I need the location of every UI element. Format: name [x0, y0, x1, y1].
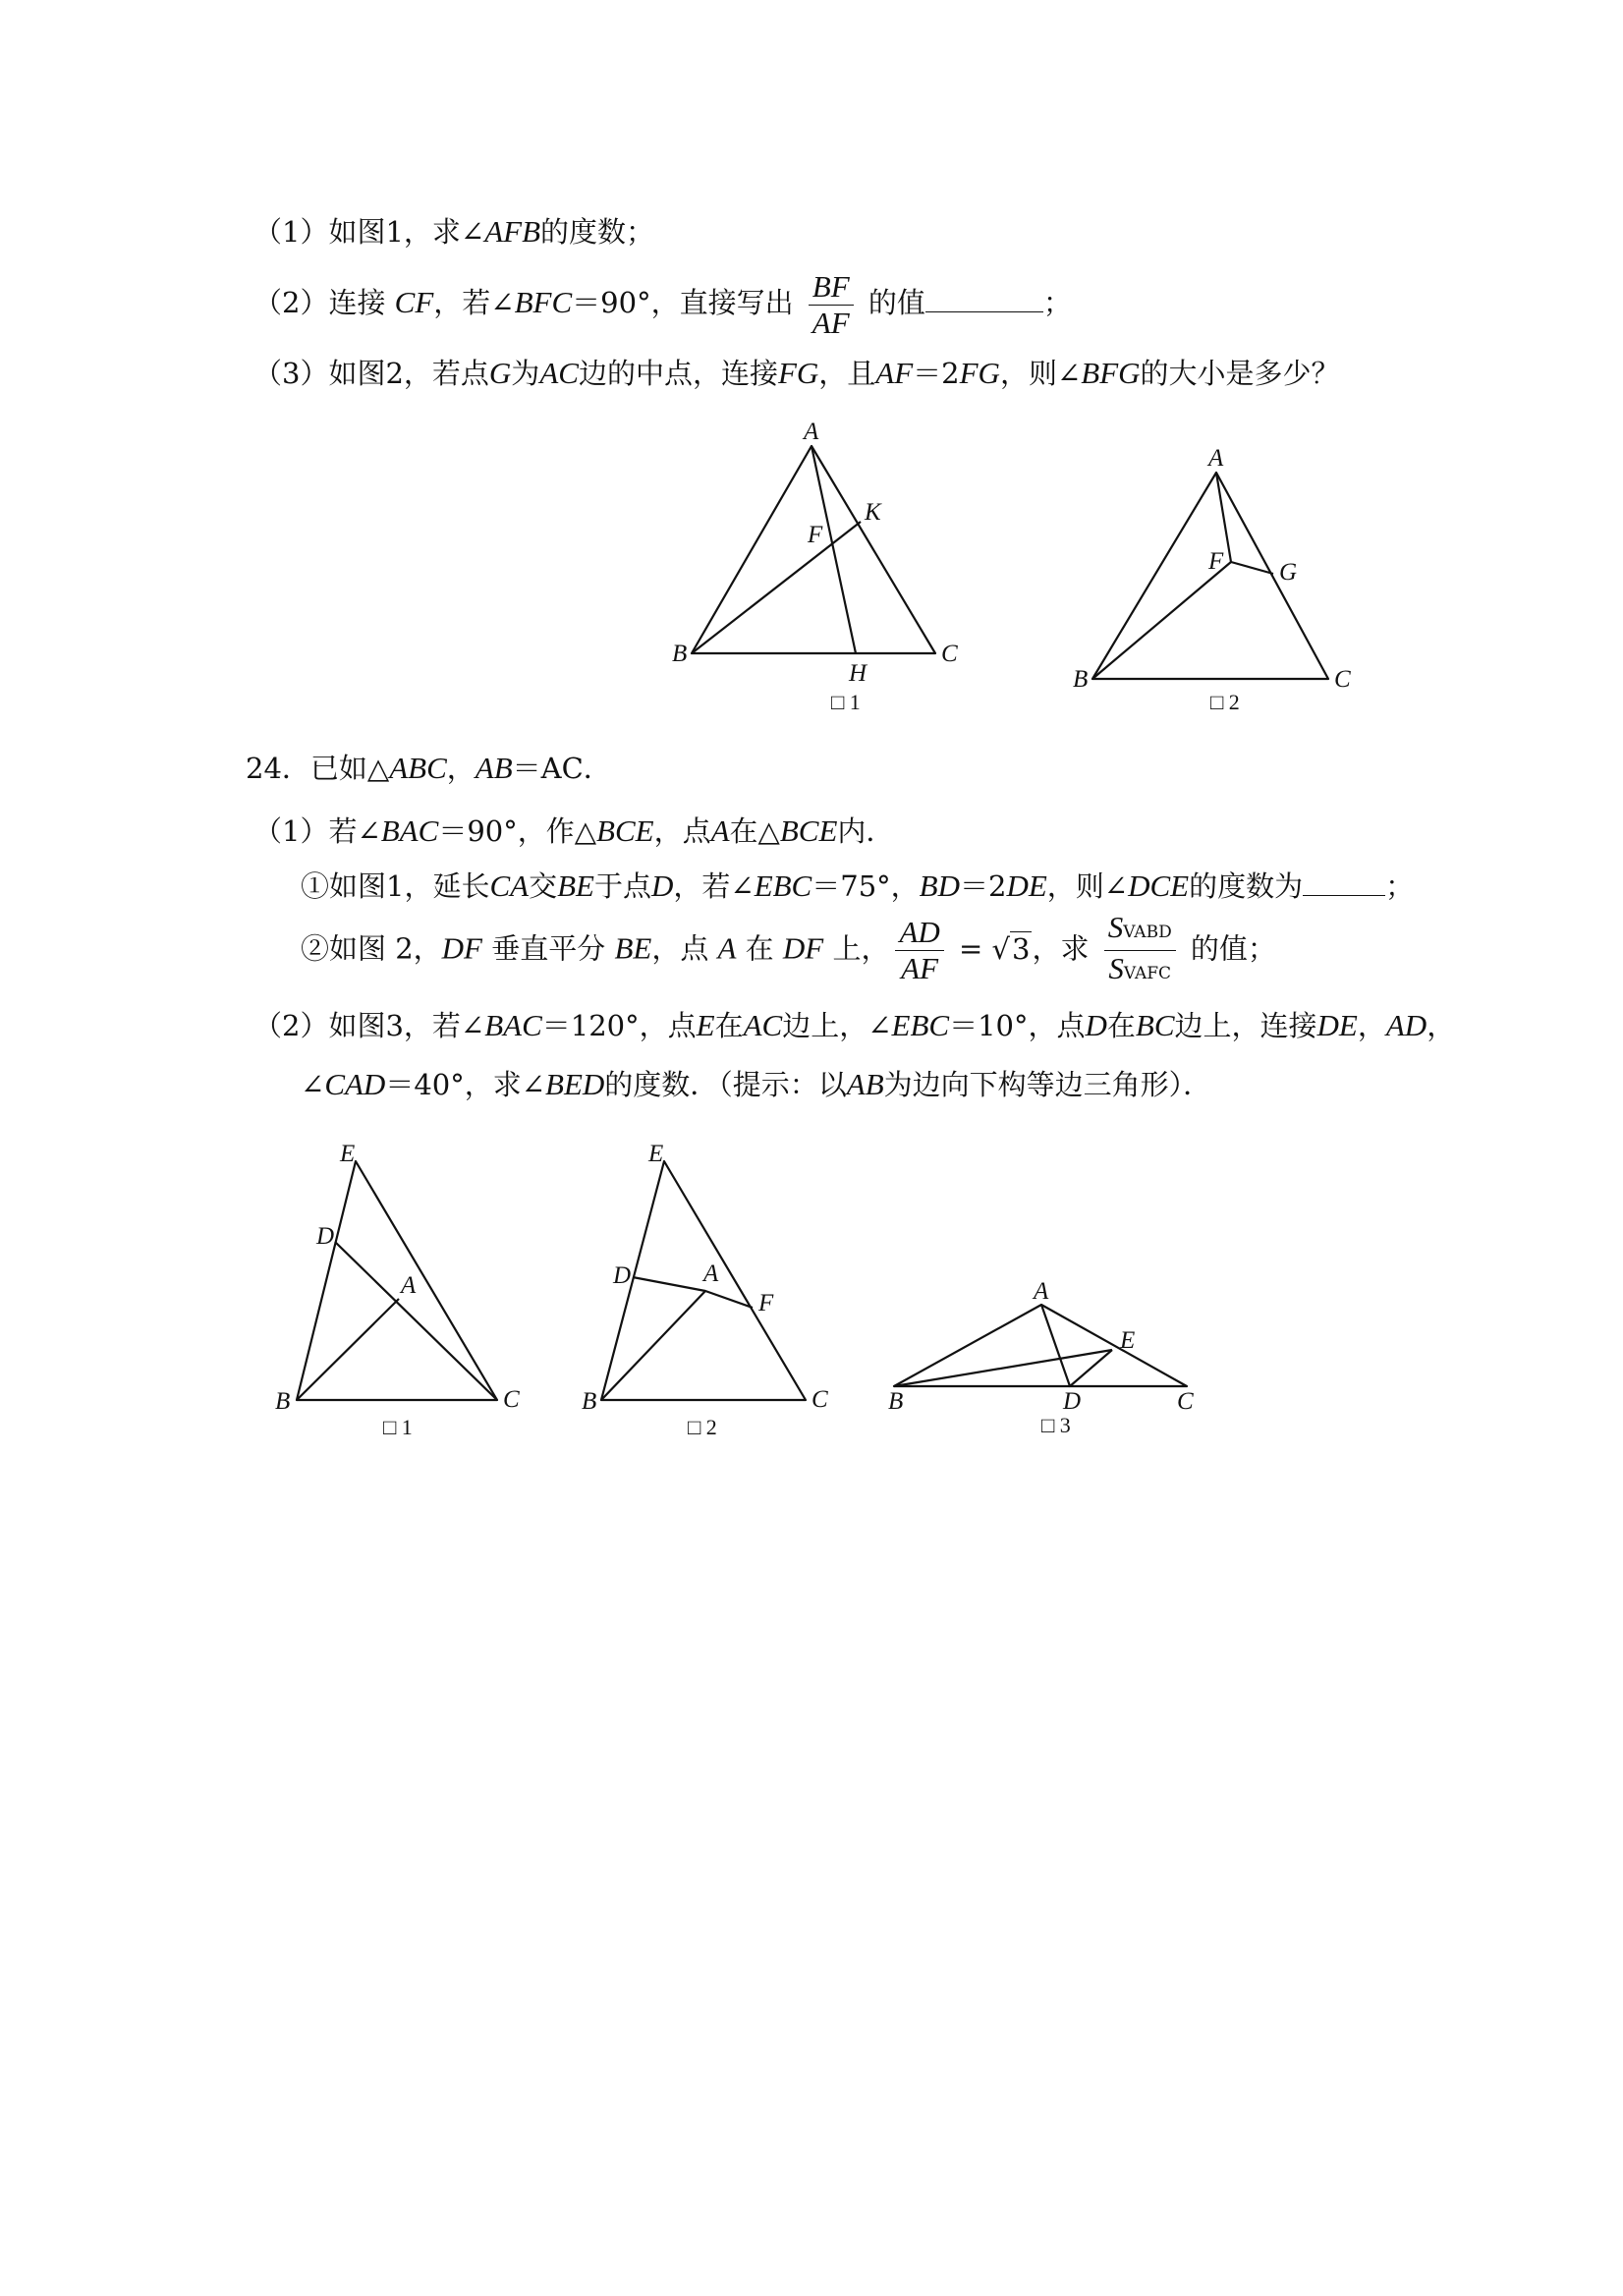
fraction-numerator: BF: [809, 269, 854, 306]
label-c: C: [941, 641, 958, 667]
text: ，求: [1032, 931, 1098, 966]
math-var: EBC: [754, 868, 812, 903]
fraction-numerator: AD: [895, 915, 943, 951]
p24-sub1: [301, 867, 1414, 906]
figure-caption: □ 1: [383, 1415, 413, 1439]
text: 在: [736, 931, 783, 966]
math-var: CA: [489, 868, 530, 903]
p24-figure-2: [570, 1140, 845, 1454]
p24-part1: [253, 812, 894, 851]
math-var: DE: [1006, 868, 1047, 903]
text: （2）连接: [253, 286, 395, 319]
p24-part2-continued: [301, 1065, 1211, 1104]
text: ＝2: [959, 869, 1007, 903]
text: ＝10°，点: [949, 1009, 1086, 1042]
text: ，若∠: [433, 286, 515, 319]
label-e: E: [1120, 1327, 1136, 1354]
math-var: FG: [777, 356, 819, 390]
radicand: 3: [1012, 931, 1031, 966]
math-var: G: [488, 356, 512, 390]
label-h: H: [849, 660, 867, 687]
text: 边上，∠: [782, 1009, 892, 1042]
text: （3）如图2，若点: [253, 357, 489, 390]
text: 的度数；: [540, 215, 655, 249]
text: ，: [1427, 1009, 1456, 1042]
math-var: DCE: [1128, 868, 1190, 903]
label-b: B: [1073, 666, 1089, 693]
math-var: DF: [441, 930, 482, 966]
math-var: BD: [919, 868, 960, 903]
label-b: B: [582, 1388, 597, 1415]
text: 为: [511, 357, 540, 390]
label-a: A: [1034, 1278, 1049, 1305]
area-subscript: VAFC: [1123, 964, 1172, 983]
sqrt-3: √3: [991, 931, 1031, 966]
math-var: AFB: [484, 214, 541, 249]
label-b: B: [275, 1388, 291, 1415]
math-var: AB: [846, 1067, 884, 1101]
text: ，则∠: [999, 357, 1082, 390]
fraction-area-ratio: [1104, 910, 1176, 991]
label-b: B: [672, 641, 688, 667]
math-var: D: [1085, 1008, 1107, 1042]
segments-ad-de: [1041, 1305, 1112, 1386]
label-a: A: [703, 1260, 719, 1287]
fraction-numerator: [1104, 910, 1176, 951]
math-var: DE: [1316, 1008, 1358, 1042]
p24-part2: [253, 1006, 1455, 1045]
text: 边上，连接: [1174, 1009, 1317, 1042]
label-a: A: [1208, 445, 1224, 472]
math-var: BAC: [484, 1008, 542, 1042]
p24-figure-3: [874, 1267, 1208, 1444]
label-f: F: [758, 1290, 774, 1316]
label-g: G: [1279, 559, 1298, 586]
text: 交: [529, 869, 558, 903]
text: 上，: [823, 931, 890, 966]
figure-caption: □ 2: [688, 1415, 717, 1439]
text: ，则∠: [1046, 869, 1129, 903]
text: ，点: [651, 931, 718, 966]
text: 在: [714, 1009, 744, 1042]
triangle-abc: [894, 1305, 1187, 1386]
text: 为边向下构等边三角形）．: [883, 1068, 1212, 1101]
label-f: F: [1208, 548, 1224, 575]
text: 边的中点，连接: [578, 357, 778, 390]
text: ①如图1，延长: [301, 869, 490, 903]
text: ，且: [818, 357, 876, 390]
math-var: AD: [1385, 1008, 1427, 1042]
math-var: BC: [1135, 1008, 1175, 1042]
text: （1）如图1，求∠: [253, 215, 485, 249]
math-var: E: [696, 1008, 715, 1042]
text: 的度数为: [1189, 869, 1304, 903]
text: ，若∠: [673, 869, 755, 903]
math-var: A: [717, 930, 737, 966]
math-var: CF: [394, 285, 434, 319]
text: ；: [1042, 286, 1072, 319]
text: ∠: [301, 1068, 325, 1101]
p23-part1: [253, 212, 654, 252]
triangle-abc: [692, 446, 935, 653]
text: 在: [1106, 1009, 1136, 1042]
label-d: D: [1063, 1388, 1082, 1415]
segment-ba: [601, 1291, 705, 1400]
segment-ah: [812, 446, 856, 653]
math-var: ABC: [389, 751, 447, 785]
segment-dc: [335, 1242, 497, 1400]
text: ；: [1385, 869, 1415, 903]
math-var: AB: [475, 751, 513, 785]
label-k: K: [865, 499, 881, 526]
math-var: CAD: [324, 1067, 386, 1101]
area-symbol: S: [1107, 910, 1124, 944]
p24-sub2: [301, 910, 1276, 991]
math-var: D: [650, 868, 674, 903]
text: ②如图 2，: [301, 931, 442, 966]
fraction-denominator: AF: [812, 305, 850, 340]
math-var: BED: [545, 1067, 605, 1101]
math-var: FG: [959, 356, 1000, 390]
figure-caption: □ 2: [1210, 690, 1240, 714]
math-var: AC: [539, 356, 579, 390]
label-c: C: [812, 1386, 828, 1413]
text: 的值；: [1181, 931, 1276, 966]
math-var: BE: [557, 868, 594, 903]
fraction-denominator: [1104, 951, 1176, 991]
label-c: C: [503, 1386, 520, 1413]
p24-figure-1: [265, 1140, 531, 1454]
p24-stem: [246, 749, 612, 788]
text: （2）如图3，若∠: [253, 1009, 485, 1042]
figure-caption: □ 1: [831, 690, 861, 714]
text: ，点: [653, 814, 711, 848]
area-symbol: S: [1108, 951, 1124, 985]
math-var: BFG: [1081, 356, 1141, 390]
text: 于点: [593, 869, 651, 903]
text: 的度数．（提示：以: [604, 1068, 847, 1101]
math-var: BAC: [380, 813, 439, 848]
p23-figure-2: [1061, 437, 1366, 722]
fraction-bf-af: [809, 269, 854, 341]
text: 内．: [837, 814, 895, 848]
text: ，: [1357, 1009, 1386, 1042]
text: ＝AC．: [512, 752, 612, 785]
math-var: EBC: [891, 1008, 950, 1042]
answer-blank[interactable]: [925, 284, 1043, 312]
fraction-denominator: AF: [901, 951, 939, 985]
p23-figure-1: [668, 413, 963, 727]
text: ＝90°，直接写出: [572, 286, 803, 319]
math-var: AC: [743, 1008, 783, 1042]
equals-sign: =: [949, 931, 992, 966]
text: ＝75°，: [812, 869, 920, 903]
label-f: F: [808, 522, 823, 548]
fraction-ad-af: [895, 915, 943, 986]
text: ＝90°，作△: [438, 814, 597, 848]
label-a: A: [401, 1272, 417, 1299]
segment-bk: [692, 522, 861, 653]
text: 的大小是多少？: [1140, 357, 1340, 390]
text: ＝2: [913, 357, 960, 390]
text: 24．已如△: [246, 752, 390, 785]
figure-caption: □ 3: [1041, 1413, 1071, 1437]
math-var: A: [710, 813, 730, 848]
p23-part2: [253, 265, 1072, 341]
label-c: C: [1177, 1388, 1194, 1415]
text: 在△: [729, 814, 780, 848]
text: ，: [446, 752, 476, 785]
text: （1）若∠: [253, 814, 381, 848]
math-var: BE: [614, 930, 652, 966]
label-d: D: [613, 1262, 632, 1289]
text: ＝120°，点: [541, 1009, 697, 1042]
label-c: C: [1334, 666, 1351, 693]
text: 的值: [859, 286, 925, 319]
p23-part3: [253, 354, 1340, 393]
text: 垂直平分: [482, 931, 615, 966]
segment-ba: [297, 1299, 399, 1400]
label-e: E: [648, 1141, 664, 1167]
math-var: AF: [875, 356, 914, 390]
math-var: BCE: [596, 813, 654, 848]
label-e: E: [340, 1141, 356, 1167]
label-b: B: [888, 1388, 904, 1415]
math-var: BFC: [514, 285, 573, 319]
label-d: D: [316, 1223, 335, 1250]
label-a: A: [804, 419, 819, 445]
math-var: BCE: [779, 813, 838, 848]
triangle-ebc: [297, 1161, 497, 1400]
segment-bf: [1092, 562, 1231, 679]
area-subscript: VABD: [1123, 923, 1172, 942]
math-var: DF: [782, 930, 824, 966]
text: ＝40°，求∠: [385, 1068, 546, 1101]
answer-blank[interactable]: [1303, 868, 1385, 896]
